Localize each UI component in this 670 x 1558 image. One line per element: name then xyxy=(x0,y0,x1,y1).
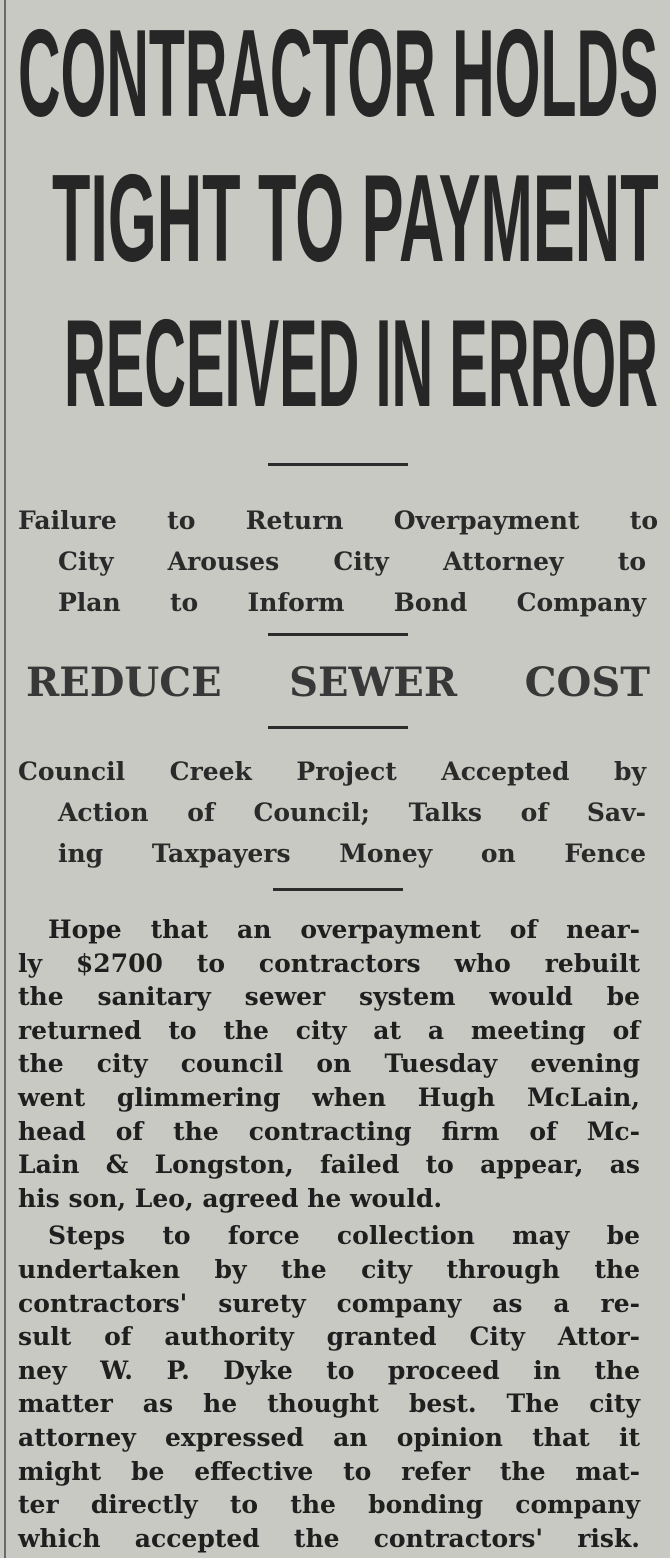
article-body xyxy=(18,913,658,1555)
headline-line-2: TIGHT TO PAYMENT xyxy=(52,150,659,288)
body-line: ter directly to the bonding company xyxy=(18,1490,640,1520)
body-line: ly $2700 to contractors who rebuilt xyxy=(18,948,640,978)
paragraph xyxy=(18,1219,658,1555)
body-line: Steps to force collection may be xyxy=(48,1221,640,1251)
deck-1-line: Failure to Return Overpayment to xyxy=(18,506,658,535)
body-line: attorney expressed an opinion that it xyxy=(18,1422,640,1452)
body-line: sult of authority granted City Attor- xyxy=(18,1322,640,1352)
headline-line-1: CONTRACTOR HOLDS xyxy=(18,5,659,143)
divider-rule xyxy=(268,726,408,729)
body-line: returned to the city at a meeting of xyxy=(18,1015,640,1045)
column-rule xyxy=(4,0,6,1558)
headline xyxy=(18,2,658,437)
body-line: Hope that an overpayment of near- xyxy=(48,915,640,944)
headline-line-3: RECEIVED IN ERROR xyxy=(64,295,658,433)
body-line: went glimmering when Hugh McLain, xyxy=(18,1082,640,1112)
body-line: head of the contracting firm of Mc- xyxy=(18,1116,640,1146)
divider-rule xyxy=(268,463,408,466)
divider-rule xyxy=(268,633,408,636)
body-line: undertaken by the city through the xyxy=(18,1254,640,1284)
deck-2-line: ing Taxpayers Money on Fence xyxy=(58,839,646,868)
deck-1-line: City Arouses City Attorney to xyxy=(58,547,646,576)
body-line: ney W. P. Dyke to proceed in the xyxy=(18,1355,640,1385)
body-line: contractors' surety company as a re- xyxy=(18,1288,640,1318)
body-line: his son, Leo, agreed he would. xyxy=(18,1183,443,1213)
body-line: which accepted the contractors' risk. xyxy=(18,1523,640,1553)
body-line: the sanitary sewer system would be xyxy=(18,982,640,1012)
newspaper-clipping xyxy=(18,0,658,1558)
deck-1-line: Plan to Inform Bond Company xyxy=(58,588,646,617)
body-line: matter as he thought best. The city xyxy=(18,1389,640,1419)
subhead: REDUCE SEWER COST xyxy=(26,659,650,706)
body-line: might be effective to refer the mat- xyxy=(18,1456,640,1486)
deck-2 xyxy=(18,751,658,874)
deck-2-line: Action of Council; Talks of Sav- xyxy=(58,798,646,827)
paragraph xyxy=(18,913,658,1215)
body-line: the city council on Tuesday evening xyxy=(18,1049,640,1079)
divider-rule xyxy=(273,888,403,891)
deck-2-line: Council Creek Project Accepted by xyxy=(18,757,646,786)
deck-1 xyxy=(18,500,658,623)
body-line: Lain & Longston, failed to appear, as xyxy=(18,1150,640,1180)
